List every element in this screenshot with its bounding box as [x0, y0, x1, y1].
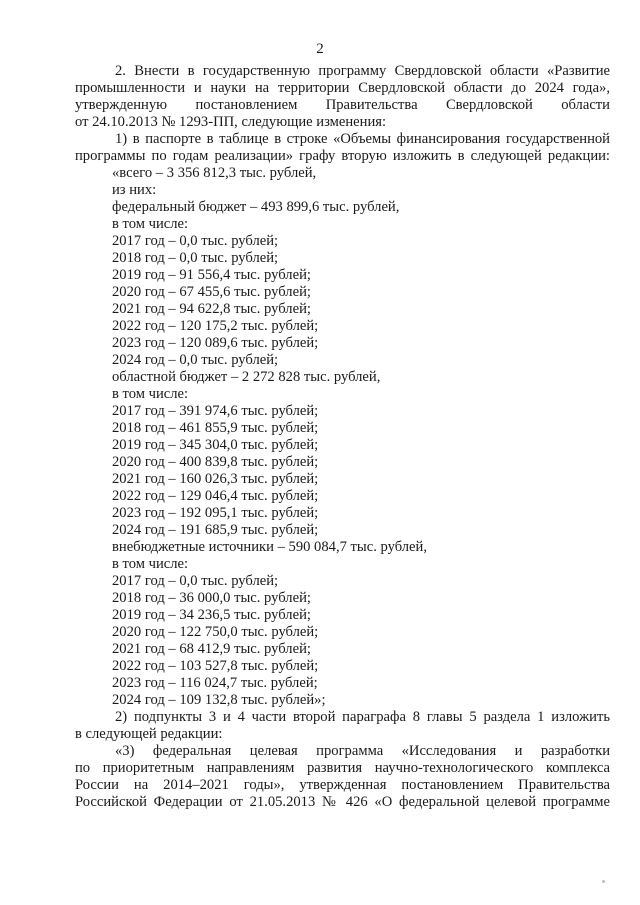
funding-line: 2019 год – 345 304,0 тыс. рублей;	[112, 437, 319, 453]
paragraph-line: Российской Федерации от 21.05.2013 № 426 «О федеральной целевой программе	[75, 794, 610, 810]
paragraph-line: по приоритетным направлениям развития научно-технологического комплекса	[75, 760, 610, 776]
paragraph-line: 2. Внести в государственную программу Свердловской области «Развитие	[115, 63, 610, 79]
funding-line: 2019 год – 34 236,5 тыс. рублей;	[112, 607, 311, 623]
funding-line: из них:	[112, 182, 157, 198]
funding-line: 2024 год – 109 132,8 тыс. рублей»;	[112, 692, 326, 708]
funding-line: областной бюджет – 2 272 828 тыс. рублей,	[112, 369, 381, 385]
funding-line: 2021 год – 160 026,3 тыс. рублей;	[112, 471, 319, 487]
funding-line: 2020 год – 122 750,0 тыс. рублей;	[112, 624, 319, 640]
funding-line: «всего – 3 356 812,3 тыс. рублей,	[112, 165, 317, 181]
funding-line: 2017 год – 0,0 тыс. рублей;	[112, 233, 279, 249]
paragraph-line: России на 2014–2021 годы», утвержденная постановлением Правительства	[75, 777, 610, 793]
paragraph-line: 1) в паспорте в таблице в строке «Объемы финансирования государственной	[115, 131, 610, 147]
funding-line: 2023 год – 116 024,7 тыс. рублей;	[112, 675, 318, 691]
funding-line: 2017 год – 0,0 тыс. рублей;	[112, 573, 279, 589]
paragraph-line: 2) подпункты 3 и 4 части второй параграфа 8 главы 5 раздела 1 изложить	[115, 709, 610, 725]
funding-line: 2024 год – 0,0 тыс. рублей;	[112, 352, 279, 368]
funding-line: 2017 год – 391 974,6 тыс. рублей;	[112, 403, 319, 419]
funding-line: 2022 год – 129 046,4 тыс. рублей;	[112, 488, 319, 504]
funding-line: 2019 год – 91 556,4 тыс. рублей;	[112, 267, 311, 283]
scan-speck	[602, 880, 605, 883]
page-number: 2	[316, 41, 324, 57]
funding-line: 2018 год – 36 000,0 тыс. рублей;	[112, 590, 311, 606]
funding-line: 2018 год – 0,0 тыс. рублей;	[112, 250, 279, 266]
paragraph-line: программы по годам реализации» графу вторую изложить в следующей редакции:	[75, 148, 610, 164]
paragraph-line: от 24.10.2013 № 1293-ПП, следующие изменения:	[75, 114, 387, 130]
funding-line: 2021 год – 94 622,8 тыс. рублей;	[112, 301, 311, 317]
funding-line: 2022 год – 120 175,2 тыс. рублей;	[112, 318, 319, 334]
funding-line: федеральный бюджет – 493 899,6 тыс. рублей,	[112, 199, 400, 215]
funding-line: в том числе:	[112, 556, 189, 572]
funding-line: 2023 год – 192 095,1 тыс. рублей;	[112, 505, 319, 521]
funding-line: 2021 год – 68 412,9 тыс. рублей;	[112, 641, 311, 657]
funding-line: 2024 год – 191 685,9 тыс. рублей;	[112, 522, 319, 538]
funding-line: 2020 год – 400 839,8 тыс. рублей;	[112, 454, 319, 470]
paragraph-line: в следующей редакции:	[75, 726, 223, 742]
funding-line: 2018 год – 461 855,9 тыс. рублей;	[112, 420, 319, 436]
document-body	[75, 63, 610, 811]
funding-line: в том числе:	[112, 216, 189, 232]
funding-line: в том числе:	[112, 386, 189, 402]
funding-line: 2023 год – 120 089,6 тыс. рублей;	[112, 335, 319, 351]
paragraph-line: «3) федеральная целевая программа «Исследования и разработки	[115, 743, 610, 759]
paragraph-line: утвержденную постановлением Правительства Свердловской области	[75, 97, 610, 113]
funding-line: 2022 год – 103 527,8 тыс. рублей;	[112, 658, 319, 674]
funding-line: 2020 год – 67 455,6 тыс. рублей;	[112, 284, 311, 300]
funding-line: внебюджетные источники – 590 084,7 тыс. рублей,	[112, 539, 427, 555]
paragraph-line: промышленности и науки на территории Свердловской области до 2024 года»,	[75, 80, 610, 96]
